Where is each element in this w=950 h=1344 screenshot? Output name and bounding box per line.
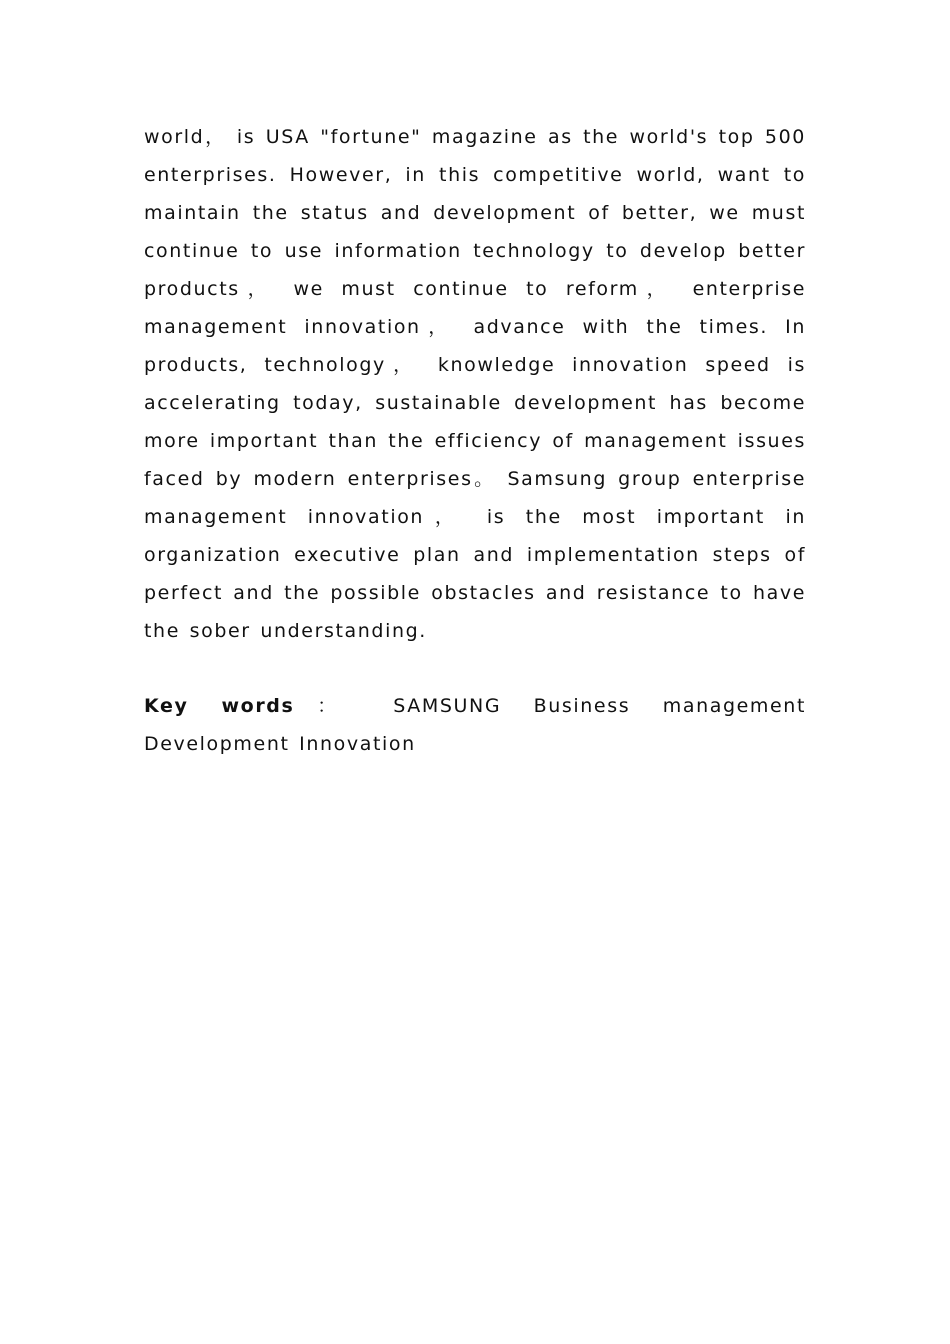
document-body (144, 118, 806, 763)
keywords-line (144, 687, 806, 763)
keywords-separator: ： (294, 695, 394, 717)
keywords-label: Key words (144, 695, 295, 717)
abstract-paragraph: world， is USA "fortune" magazine as the world's top 500 enterprises. However, in this competitive world, want to maintain the status and development of better, we must continue to use information technology to develop better products， we must continue to reform， enterprise management innovation， advance with the times. In products, technology， knowledge innovation speed is accelerating today, sustainable development has become more important than the efficiency of management issues faced by modern enterprises。 Samsung group enterprise management innovation， is the most important in organization executive plan and implementation steps of perfect and the possible obstacles and resistance to have the sober understanding. (144, 126, 807, 642)
keywords-value: SAMSUNG Business management Development Innovation (144, 695, 806, 755)
